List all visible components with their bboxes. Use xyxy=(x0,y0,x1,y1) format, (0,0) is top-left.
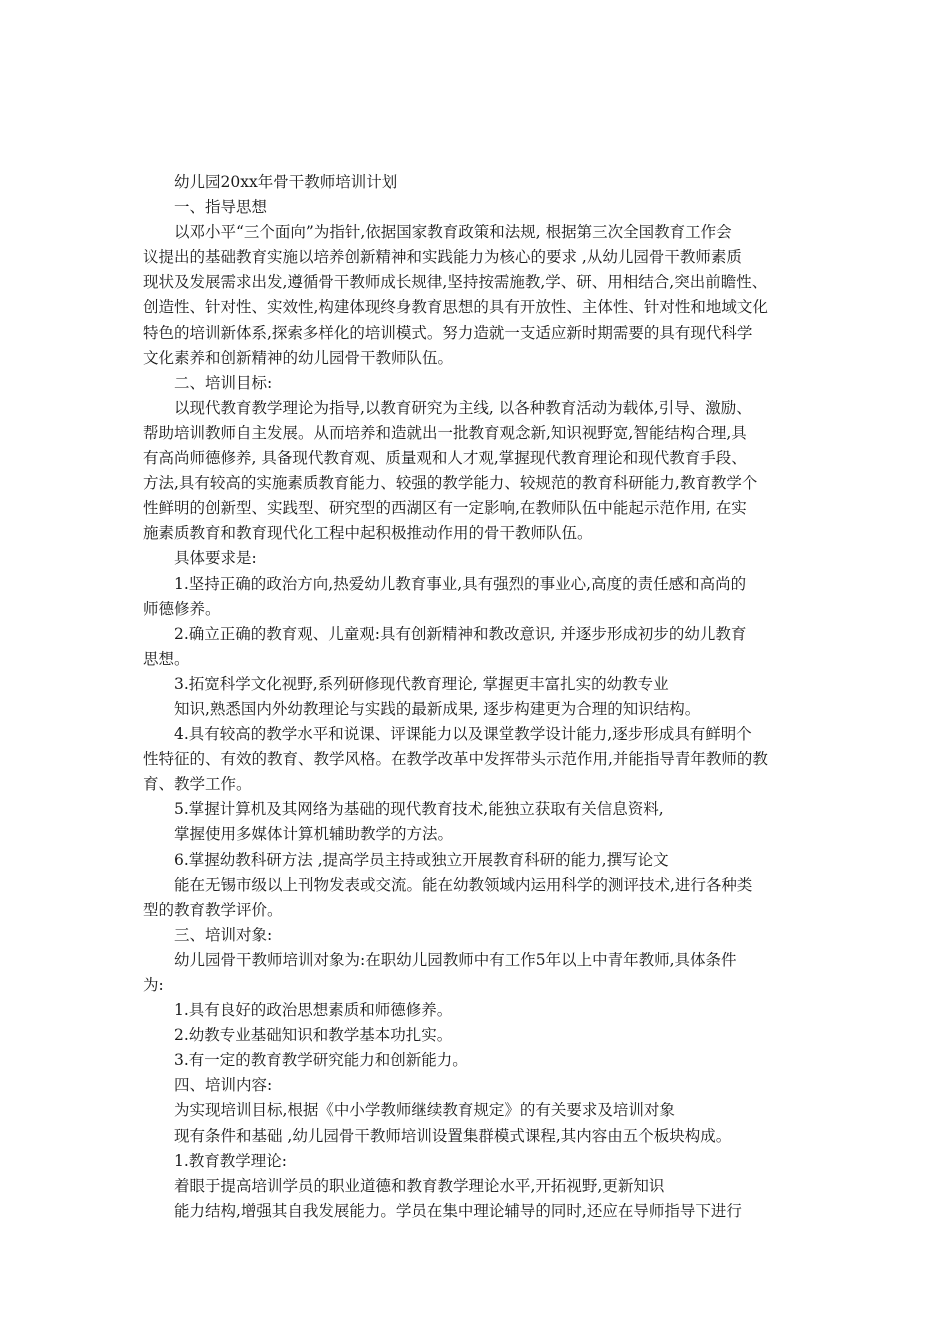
text-line: 性鲜明的创新型、实践型、研究型的西湖区有一定影响,在教师队伍中能起示范作用, 在实 xyxy=(143,499,747,518)
text-line: 4.具有较高的教学水平和说课、评课能力以及课堂教学设计能力,逐步形成具有鲜明个 xyxy=(174,725,752,744)
text-line: 二、培训目标: xyxy=(174,373,273,392)
text-line: 能在无锡市级以上刊物发表或交流。能在幼教领域内运用科学的测评技术,进行各种类 xyxy=(174,875,753,894)
text-line: 幼儿园骨干教师培训对象为:在职幼儿园教师中有工作5年以上中青年教师,具体条件 xyxy=(174,950,737,969)
text-line: 施素质教育和教育现代化工程中起积极推动作用的骨干教师队伍。 xyxy=(143,524,593,543)
text-line: 着眼于提高培训学员的职业道德和教育教学理论水平,开拓视野,更新知识 xyxy=(174,1176,665,1195)
text-line: 现状及发展需求出发,遵循骨干教师成长规律,坚持按需施教,学、研、用相结合,突出前瞻性、 xyxy=(143,273,768,292)
text-line: 知识,熟悉国内外幼教理论与实践的最新成果, 逐步构建更为合理的知识结构。 xyxy=(174,699,701,718)
text-line: 以现代教育教学理论为指导,以教育研究为主线, 以各种教育活动为载体,引导、激励、 xyxy=(174,398,752,417)
text-line: 三、培训对象: xyxy=(174,925,273,944)
text-line: 为实现培训目标,根据《中小学教师继续教育规定》的有关要求及培训对象 xyxy=(174,1101,675,1120)
document-body xyxy=(143,170,815,1224)
text-line: 3.拓宽科学文化视野,系列研修现代教育理论, 掌握更丰富扎实的幼教专业 xyxy=(174,674,669,693)
text-line: 2.确立正确的教育观、儿童观:具有创新精神和教改意识, 并逐步形成初步的幼儿教育 xyxy=(174,624,747,643)
text-line: 方法,具有较高的实施素质教育能力、较强的教学能力、较规范的教育科研能力,教育教学个 xyxy=(143,474,758,493)
text-line: 型的教育教学评价。 xyxy=(143,900,283,919)
document-lines xyxy=(143,195,815,1224)
text-line: 能力结构,增强其自我发展能力。学员在集中理论辅导的同时,还应在导师指导下进行 xyxy=(174,1201,742,1220)
text-line: 为: xyxy=(143,976,164,994)
text-line: 1.坚持正确的政治方向,热爱幼儿教育事业,具有强烈的事业心,高度的责任感和高尚的 xyxy=(174,574,747,593)
text-line: 一、指导思想 xyxy=(174,198,268,217)
text-line: 育、教学工作。 xyxy=(143,775,252,794)
text-line: 1.具有良好的政治思想素质和师德修养。 xyxy=(174,1001,453,1020)
text-line: 5.掌握计算机及其网络为基础的现代教育技术,能独立获取有关信息资料, xyxy=(174,800,664,819)
text-line: 四、培训内容: xyxy=(174,1076,273,1095)
text-line: 掌握使用多媒体计算机辅助教学的方法。 xyxy=(174,825,454,844)
text-line: 议提出的基础教育实施以培养创新精神和实践能力为核心的要求 ,从幼儿园骨干教师素质 xyxy=(143,248,742,267)
text-line: 具体要求是: xyxy=(174,549,257,568)
text-line: 2.幼教专业基础知识和教学基本功扎实。 xyxy=(174,1026,453,1045)
text-line: 有高尚师德修养, 具备现代教育观、质量观和人才观,掌握现代教育理论和现代教育手段、 xyxy=(143,449,747,468)
text-line: 6.掌握幼教科研方法 ,提高学员主持或独立开展教育科研的能力,撰写论文 xyxy=(174,850,669,869)
text-line: 以邓小平“三个面向”为指针,依据国家教育政策和法规, 根据第三次全国教育工作会 xyxy=(174,223,732,242)
document-title: 幼儿园20xx年骨干教师培训计划 xyxy=(174,173,398,191)
text-line: 文化素养和创新精神的幼儿园骨干教师队伍。 xyxy=(143,348,454,367)
text-line: 师德修养。 xyxy=(143,599,221,618)
text-line: 现有条件和基础 ,幼儿园骨干教师培训设置集群模式课程,其内容由五个板块构成。 xyxy=(174,1126,732,1145)
text-line: 3.有一定的教育教学研究能力和创新能力。 xyxy=(174,1051,468,1070)
text-line: 思想。 xyxy=(143,649,190,668)
text-line: 创造性、针对性、实效性,构建体现终身教育思想的具有开放性、主体性、针对性和地域文化 xyxy=(143,298,768,317)
text-line: 1.教育教学理论: xyxy=(174,1151,288,1170)
text-line: 特色的培训新体系,探索多样化的培训模式。努力造就一支适应新时期需要的具有现代科学 xyxy=(143,323,753,342)
text-line: 帮助培训教师自主发展。从而培养和造就出一批教育观念新,知识视野宽,智能结构合理,具 xyxy=(143,423,747,442)
text-line: 性特征的、有效的教育、教学风格。在教学改革中发挥带头示范作用,并能指导青年教师的教 xyxy=(143,750,768,769)
